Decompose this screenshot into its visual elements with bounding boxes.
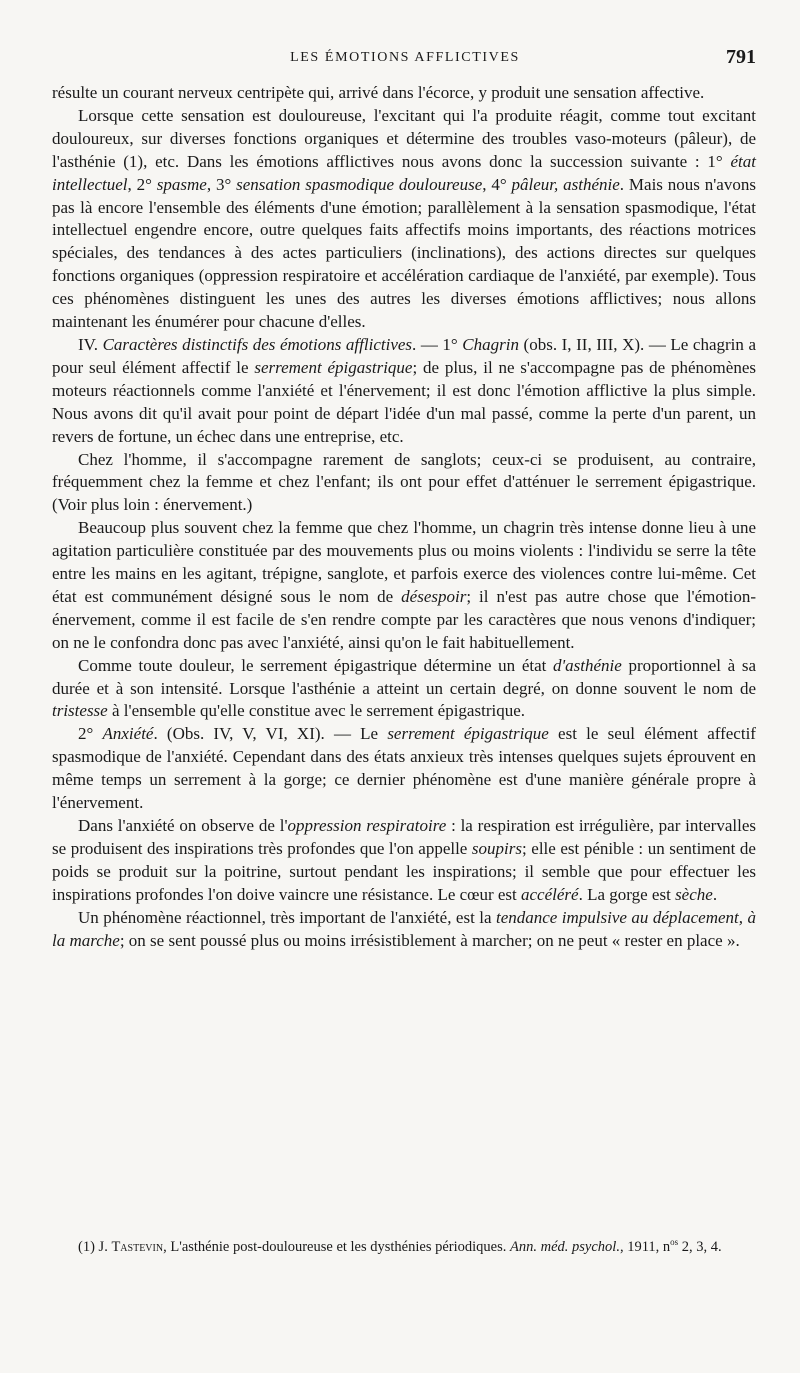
section-heading: Caractères distinctifs des émotions afflictives <box>102 334 413 354</box>
p8-text-c: ; elle est pénible : un sentiment de poids se produit sur la poitrine, surtout pendant les inspirations; il semble que pour effectuer les inspirations profondes l'on doive vaincre une résistance. Le cœur est <box>52 838 756 904</box>
p6-italic-1: d'asthénie <box>553 655 622 675</box>
p8-text-d: . La gorge est <box>578 884 676 904</box>
p2-italic-2: spasme <box>156 174 207 194</box>
p9-text-a: Un phénomène réactionnel, très important de l'anxiété, est la <box>78 907 496 927</box>
footnote-journal: Ann. méd. psychol. <box>510 1239 620 1255</box>
p2-italic-1: état intellectuel <box>52 151 756 194</box>
p2-italic-3: sensation spasmodique douloureuse <box>236 174 483 194</box>
p7-text-b: . (Obs. IV, V, VI, XI). — Le <box>153 724 388 744</box>
page-number: 791 <box>726 46 756 68</box>
p3-text-a: IV. <box>78 334 103 354</box>
paragraph-4 <box>52 449 756 518</box>
footnote-issues: 2, 3, 4. <box>678 1239 722 1255</box>
p9-text-b: ; on se sent poussé plus ou moins irrésistiblement à marcher; on ne peut « rester en place ». <box>119 930 740 950</box>
p6-italic-2: tristesse <box>52 701 108 721</box>
running-title: LES ÉMOTIONS AFFLICTIVES <box>290 50 520 65</box>
paragraph-1 <box>52 82 756 105</box>
paragraph-6 <box>52 655 756 724</box>
p3-text-d: ; de plus, il ne s'accompagne pas de phénomènes moteurs réactionnels comme l'anxiété et l'énervement; il est donc l'émotion afflictive la plus simple. Nous avons dit qu'il avait pour point de départ l'idée d'un mal passé, comme la perte d'un parent, un revers de fortune, un échec dans une entreprise, etc. <box>52 357 756 446</box>
p3-italic-3: serrement épigastrique <box>254 357 413 377</box>
footnote <box>52 1238 756 1257</box>
paragraph-4-text: Chez l'homme, il s'accompagne rarement de sanglots; ceux-ci se produisent, au contraire, fréquemment chez la femme et chez l'enfant; ils ont pour effet d'atténuer le serrement épigastrique. (Voir plus loin : énervement.) <box>52 449 756 515</box>
footnote-text: , L'asthénie post-douloureuse et les dysthénies périodiques. <box>163 1239 511 1255</box>
footnote-marker: (1) <box>78 1239 95 1255</box>
subsection-anxiete: Anxiété <box>102 724 154 744</box>
p8-text-e: . <box>712 884 718 904</box>
p8-text-b: : la respiration est irrégulière, par intervalles se produisent des inspirations très profondes que l'on appelle <box>52 816 756 858</box>
p2-text-c: , 3° <box>206 174 237 194</box>
p2-text-e: . Mais nous n'avons pas là encore l'ensemble des éléments d'une émotion; parallèlement à la sensation spasmodique, l'état intellectuel engendre encore, outre quelques faits affectifs moins importants, des réactions motrices spéciales, des tendances à des actes particuliers (inclinations), des actions directes sur quelques fonctions organiques (oppression respiratoire et accélération cardiaque de l'anxiété, par exemple). Tous ces phénomènes distinguent les unes des autres les diverses émotions afflictives; nous allons maintenant les énumérer pour chacune d'elles. <box>52 174 756 332</box>
footnote-author-initial: J. <box>98 1239 108 1255</box>
footnote-1 <box>52 1238 756 1257</box>
paragraph-3 <box>52 334 756 449</box>
p7-text-c: est le seul élément affectif spasmodique de l'anxiété. Cependant dans des états anxieux très intenses quelques sujets éprouvent en même temps un serrement à la gorge; ce dernier phénomène est d'une manière générale propre à l'énervement. <box>52 724 756 813</box>
p8-italic-1: oppression respiratoire <box>287 816 447 835</box>
paragraph-8 <box>52 815 756 907</box>
p6-text-b: proportionnel à sa durée et à son intensité. Lorsque l'asthénie a atteint un certain degré, on donne souvent le nom de <box>52 655 756 698</box>
p2-text-a: Lorsque cette sensation est douloureuse, l'excitant qui l'a produite réagit, comme tout excitant douloureux, sur diverses fonctions organiques et détermine des troubles vaso-moteurs (pâleur), de l'asthénie (1), etc. Dans les émotions afflictives nous avons donc la succession suivante : 1° <box>52 105 756 171</box>
footnote-citation: , 1911, n <box>619 1239 671 1255</box>
p7-italic-2: serrement épigastrique <box>387 724 549 744</box>
footnote-author: Tastevin <box>111 1239 164 1255</box>
p7-text-a: 2° <box>78 724 103 744</box>
p9-italic-1: tendance impulsive au déplacement, à la marche <box>52 907 756 950</box>
p8-italic-4: sèche <box>675 884 713 904</box>
p8-italic-3: accéléré <box>521 884 579 904</box>
p6-text-c: à l'ensemble qu'elle constitue avec le serrement épigastrique. <box>107 701 525 721</box>
footnote-sup: os <box>670 1237 679 1248</box>
body-text <box>52 82 756 952</box>
paragraph-7 <box>52 723 756 815</box>
p2-text-d: , 4° <box>482 174 512 194</box>
p3-text-b: . — 1° <box>412 334 463 354</box>
subsection-chagrin: Chagrin <box>462 334 519 354</box>
paragraph-2 <box>52 105 756 334</box>
paragraph-5 <box>52 517 756 654</box>
p5-text-a: Beaucoup plus souvent chez la femme que chez l'homme, un chagrin très intense donne lieu à une agitation particulière constituée par des mouvements plus ou moins violents : l'individu se serre la tête entre les mains en les agitant, trépigne, sanglote, et parfois exerce des violences contre lui-même. Cet état est communément désigné sous le nom de <box>52 518 756 606</box>
p8-text-a: Dans l'anxiété on observe de l' <box>78 816 288 835</box>
p5-text-b: ; il n'est pas autre chose que l'émotion-énervement, comme il est facile de s'en rendre compte par les caractères que nous venons d'indiquer; on ne le confondra donc pas avec l'anxiété, ainsi qu'on le fait habituellement. <box>52 586 756 652</box>
paragraph-1-text: résulte un courant nerveux centripète qui, arrivé dans l'écorce, y produit une sensation affective. <box>52 83 705 102</box>
p6-text-a: Comme toute douleur, le serrement épigastrique détermine un état <box>78 655 554 675</box>
running-head <box>54 46 756 74</box>
p2-italic-4: pâleur, asthénie <box>511 174 620 194</box>
p5-italic-1: désespoir <box>401 586 467 606</box>
p8-italic-2: soupirs <box>471 838 522 858</box>
paragraph-9 <box>52 907 756 953</box>
p2-text-b: , 2° <box>127 174 157 194</box>
p3-text-c: (obs. I, II, III, X). — Le chagrin a pour seul élément affectif le <box>52 334 756 377</box>
